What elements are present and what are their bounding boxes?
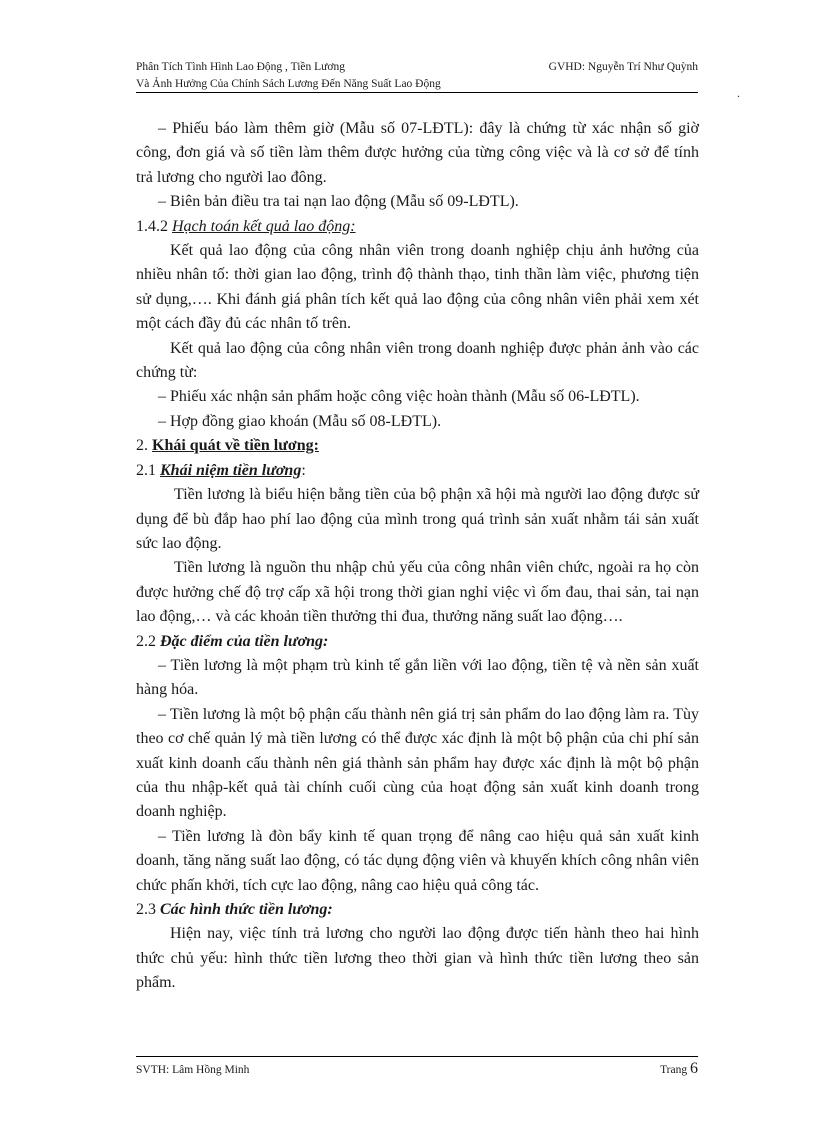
heading-2-title: Khái quát về tiền lương: bbox=[152, 437, 319, 455]
heading-1-4-2-number: 1.4.2 bbox=[136, 217, 172, 235]
paragraph-wage-value: – Tiền lương là một bộ phận cấu thành nên giá trị sản phẩm do lao động làm ra. Tùy theo cơ chế quản lý mà tiền lương có thể được xác định là một bộ phận của chi phí sản xuất kinh doanh cấu thành nên giá thành sản phẩm hay được xác định là một bộ phận của thu nhập-kết quả tài chính cuối cùng của hoạt động sản xuất kinh doanh trong doanh nghiệp. bbox=[136, 705, 699, 821]
heading-2-3-number: 2.3 bbox=[136, 901, 160, 918]
header-title-line1: Phân Tích Tình Hình Lao Động , Tiền Lương bbox=[136, 61, 345, 73]
heading-2-number: 2. bbox=[136, 437, 152, 455]
paragraph-labor-documents: Kết quả lao động của công nhân viên trong doanh nghiệp được phản ảnh vào các chứng từ: bbox=[136, 339, 699, 382]
paragraph-wage-economic: – Tiền lương là một phạm trù kinh tế gắn liền với lao động, tiền tệ và nền sản xuất hàng hóa. bbox=[136, 656, 699, 699]
heading-2-2 bbox=[136, 630, 699, 654]
paragraph-wage-definition: Tiền lương là biểu hiện bằng tiền của bộ phận xã hội mà người lao động được sử dụng để bù đắp hao phí lao động của mình trong quá trình sản xuất nhằm tái sản xuất sức lao động. bbox=[136, 486, 699, 552]
header-title-line2: Và Ảnh Hưởng Của Chính Sách Lương Đến Năng Suất Lao Động bbox=[136, 77, 698, 93]
footer-student: SVTH: Lâm Hồng Minh bbox=[136, 1064, 250, 1076]
heading-1-4-2-title: Hạch toán kết quả lao động: bbox=[172, 217, 356, 235]
heading-2-1-title: Khái niệm tiền lương bbox=[160, 461, 302, 479]
footer-page bbox=[660, 1060, 698, 1078]
heading-2-2-title: Đặc điểm của tiền lương: bbox=[160, 632, 329, 650]
paragraph-contract: – Hợp đồng giao khoán (Mẫu số 08-LĐTL). bbox=[158, 412, 442, 430]
heading-2-2-number: 2.2 bbox=[136, 632, 160, 650]
paragraph-wage-forms: Hiện nay, việc tính trả lương cho người lao động được tiến hành theo hai hình thức chủ yếu: hình thức tiền lương theo thời gian và hình thức tiền lương theo sản phẩm. bbox=[136, 925, 699, 992]
footer-page-number: 6 bbox=[690, 1060, 698, 1077]
paragraph-accident-report: – Biên bản điều tra tai nạn lao động (Mẫu số 09-LĐTL). bbox=[158, 193, 519, 211]
paragraph-labor-results: Kết quả lao động của công nhân viên trong doanh nghiệp chịu ảnh hưởng của nhiều nhân tố: thời gian lao động, trình độ thành thạo, tinh thần làm việc, phương tiện sử dụng,…. Khi đánh giá phân tích kết quả lao động của công nhân viên phải xem xét một cách đầy đủ các nhân tố trên. bbox=[136, 242, 699, 333]
heading-2-1 bbox=[136, 459, 699, 483]
footer-page-label: Trang bbox=[660, 1064, 690, 1076]
heading-1-4-2 bbox=[136, 215, 699, 239]
page-header bbox=[136, 60, 698, 93]
page-footer bbox=[136, 1056, 698, 1078]
heading-2-1-colon: : bbox=[301, 461, 306, 479]
heading-2 bbox=[136, 434, 699, 458]
heading-2-3 bbox=[136, 898, 699, 922]
heading-2-3-title: Các hình thức tiền lương: bbox=[160, 901, 333, 918]
paragraph-wage-lever: – Tiền lương là đòn bẩy kinh tế quan trọng để nâng cao hiệu quả sản xuất kinh doanh, tăng năng suất lao động, có tác dụng động viên và khuyến khích công nhân viên chức phấn khởi, tích cực lao động, nâng cao hiệu quả công tác. bbox=[136, 827, 699, 894]
document-body bbox=[136, 117, 699, 996]
heading-2-1-number: 2.1 bbox=[136, 461, 160, 479]
header-mark: . bbox=[737, 86, 740, 100]
paragraph-wage-income: Tiền lương là nguồn thu nhập chủ yếu của công nhân viên chức, ngoài ra họ còn được hưởng chế độ trợ cấp xã hội trong thời gian nghỉ việc vì ốm đau, thai sản, tai nạn lao động,… và các khoản tiền thưởng thi đua, thưởng năng suất lao động…. bbox=[136, 559, 699, 626]
paragraph-overtime-slip: – Phiếu báo làm thêm giờ (Mẫu số 07-LĐTL): đây là chứng từ xác nhận số giờ công, đơn giá và số tiền làm thêm được hưởng của từng công việc và là cơ sở để tính trả lương cho người lao đông. bbox=[136, 120, 699, 186]
header-advisor: GVHD: Nguyễn Trí Như Quỳnh bbox=[548, 61, 698, 73]
paragraph-product-confirmation: – Phiếu xác nhận sản phẩm hoặc công việc hoàn thành (Mẫu số 06-LĐTL). bbox=[158, 388, 640, 406]
header-row-1 bbox=[136, 60, 698, 75]
